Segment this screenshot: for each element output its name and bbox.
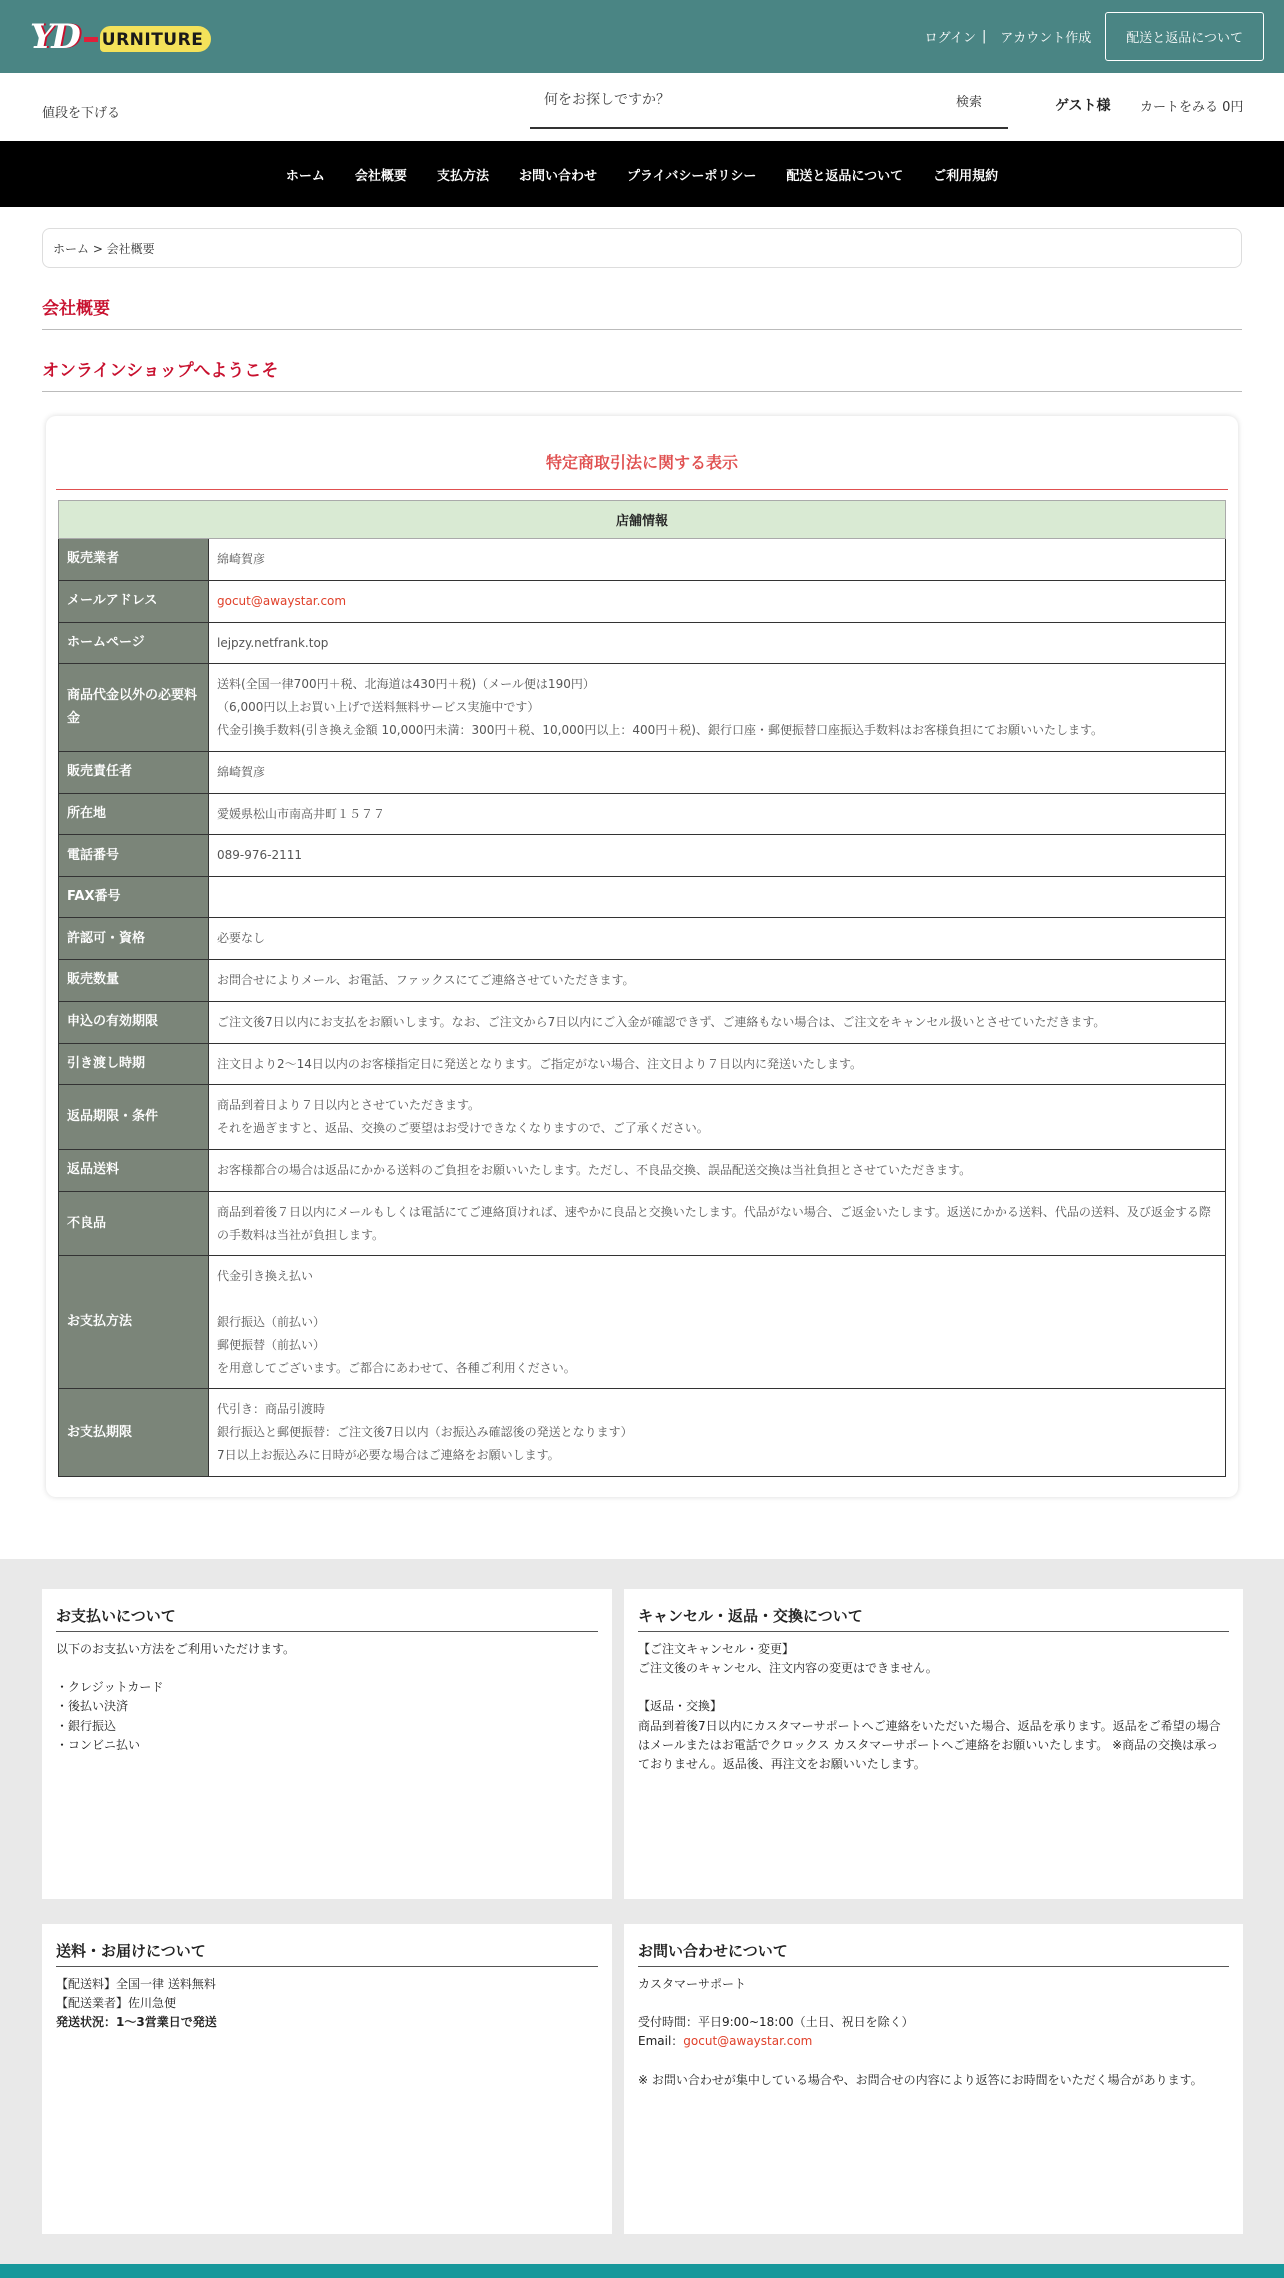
row-value-text: 089-976-2111 [217,848,303,863]
row-value [209,1256,1226,1389]
table-row [59,793,1226,835]
store-info-body [59,539,1226,1477]
row-label: 販売業者 [59,539,209,581]
header-links [925,12,1264,61]
row-value-text: 商品到着後７日以内にメールもしくは電話にてご連絡頂ければ、速やかに良品と交換いたします。代品がない場合、ご返金いたします。返送にかかる送料、代品の送料、及び返金する際の手数料は当社が負担します。 [217,1204,1211,1242]
contact-info-box [624,1924,1243,2234]
row-value-text: 送料(全国一律700円＋税、北海道は430円＋税)（メール便は190円） （6,000円以上お買い上げで送料無料サービス実施中です） 代金引換手数料(引き換え金額 10,000円未満：300円＋税、10,000円以上：400円＋税)、銀行口座・郵便振替口座振込手数料はお客様負担にてお願いいたします。 [217,677,1104,737]
row-label: 引き渡し時期 [59,1043,209,1085]
bottom-bar [0,2264,1284,2278]
table-row [59,580,1226,622]
row-label: お支払方法 [59,1256,209,1389]
logo-mark: YD [30,16,78,57]
row-value [209,918,1226,960]
payment-info-text: 以下のお支払い方法をご利用いただけます。 ・クレジットカード ・後払い決済 ・銀行振込 ・コンビニ払い [56,1641,296,1752]
row-value [209,1191,1226,1256]
row-label: 商品代金以外の必要料金 [59,664,209,751]
search-input[interactable] [530,92,956,108]
header-separator: | [981,29,987,44]
table-row [59,664,1226,751]
contact-email-link[interactable]: gocut@awaystar.com [683,2034,813,2049]
cancel-info-box [624,1589,1243,1899]
table-row [59,1043,1226,1085]
table-row [59,960,1226,1002]
row-label: 申込の有効期限 [59,1001,209,1043]
login-link[interactable]: ログイン [924,31,976,46]
welcome-heading: オンラインショップへようこそ [42,356,1242,392]
row-value-text: lejpzy.netfrank.top [217,635,329,650]
nav-company[interactable]: 会社概要 [354,168,407,184]
contact-email-label: Email： [638,2034,684,2049]
search-box [530,73,1008,129]
row-value-text: 綿崎賀彦 [217,552,266,566]
page-title: 会社概要 [42,294,1242,330]
legal-notice-card [46,416,1238,1497]
table-row [59,622,1226,664]
row-value [209,793,1226,835]
row-label: 返品期限・条件 [59,1085,209,1150]
row-label: 販売数量 [59,960,209,1002]
row-label: お支払期限 [59,1389,209,1476]
footer-info [0,1559,1284,2264]
guest-name: ゲスト様 [1055,98,1111,114]
row-label: 許認可・資格 [59,918,209,960]
table-row [59,1150,1226,1192]
contact-info-title: お問い合わせについて [638,1940,1229,1967]
contact-line: カスタマーサポート [638,1976,747,1991]
row-value-text: 愛媛県松山市南高井町１５７７ [217,806,386,821]
row-label: 電話番号 [59,835,209,877]
table-row [59,877,1226,918]
table-row [59,1191,1226,1256]
nav-contact[interactable]: お問い合わせ [518,168,597,184]
contact-hours: 受付時間：平日9:00~18:00（土日、祝日を除く） [638,2015,914,2030]
row-label: FAX番号 [59,877,209,918]
payment-info-title: お支払いについて [56,1605,598,1632]
nav-terms[interactable]: ご利用規約 [933,168,999,184]
register-link[interactable]: アカウント作成 [1000,31,1092,46]
row-value [209,751,1226,793]
table-row [59,1389,1226,1476]
cart-link[interactable]: カートをみる 0円 [1140,100,1244,115]
row-value-text: 必要なし [217,931,266,946]
row-value [209,1085,1226,1150]
payment-info-box [42,1589,612,1899]
nav-payment[interactable]: 支払方法 [436,168,489,184]
row-value [209,539,1226,581]
breadcrumb[interactable]: ホーム > 会社概要 [42,228,1242,268]
contact-spacer-2 [638,2052,1229,2071]
contact-spacer [638,1994,1229,2013]
main-nav [0,141,1284,207]
cancel-info-title: キャンセル・返品・交換について [638,1605,1229,1632]
row-label: メールアドレス [59,580,209,622]
row-value [209,580,1226,622]
top-header [0,0,1284,73]
contact-note: ※ お問い合わせが集中している場合や、お問合せの内容により返答にお時間をいただく場合があります。 [638,2072,1203,2087]
row-value-text: 注文日より2〜14日以内のお客様指定日に発送となります。ご指定がない場合、注文日より７日以内に発送いたします。 [217,1056,862,1071]
shipping-info-text: 【配送料】全国一律 送料無料 【配送業者】佐川急便 [56,1976,216,2010]
row-value [209,664,1226,751]
row-value-text: 綿崎賀彦 [217,764,266,779]
search-row [0,73,1284,141]
store-info-table [58,500,1226,1477]
contact-email-row [638,2032,1229,2051]
email-link[interactable]: gocut@awaystar.com [217,593,347,608]
row-label: 販売責任者 [59,751,209,793]
table-header: 店舗情報 [59,501,1226,539]
shipping-returns-button[interactable]: 配送と返品について [1105,12,1264,61]
table-row [59,1256,1226,1389]
cancel-info-text: 【ご注文キャンセル・変更】 ご注文後のキャンセル、注文内容の変更はできません。 【返品・交換】 商品到着後7日以内にカスタマーサポートへご連絡をいただいた場合、返品を承ります。返品をご希望の場合はメールまたはお電話でクロックス カスタマーサポートへご連絡をお願いいたします。 ※商品の交換は承っておりません。返品後、再注文をお願いいたします。 [638,1641,1221,1771]
row-value [209,1001,1226,1043]
table-row [59,918,1226,960]
row-value-text: 代金引き換え払い 銀行振込（前払い） 郵便振替（前払い） を用意してございます。ご都合にあわせて、各種ご利用ください。 [217,1269,576,1375]
row-value-text: ご注文後7日以内にお支払をお願いします。なお、ご注文から7日以内にご入金が確認できず、ご連絡もない場合は、ご注文をキャンセル扱いとさせていただきます。 [217,1014,1106,1029]
row-label: 所在地 [59,793,209,835]
search-button[interactable]: 検索 [956,91,982,110]
legal-notice-title: 特定商取引法に関する表示 [56,450,1228,490]
nav-shipping[interactable]: 配送と返品について [786,168,904,184]
price-down-link[interactable]: 値段を下げる [42,105,121,121]
row-value-text: 代引き：商品引渡時 銀行振込と郵便振替：ご注文後7日以内（お振込み確認後の発送となります） 7日以上お振込みに日時が必要な場合はご連絡をお願いします。 [217,1402,633,1463]
shipping-info-box [42,1924,612,2234]
logo-dash [84,37,98,42]
row-value [209,960,1226,1002]
main-content [0,228,1284,1497]
table-row [59,1001,1226,1043]
row-label: ホームページ [59,622,209,664]
row-value [209,1150,1226,1192]
row-value [209,622,1226,664]
row-value [209,877,1226,918]
shipping-status: 発送状況：1〜3営業日で発送 [56,2015,217,2030]
row-label: 返品送料 [59,1150,209,1192]
row-value-text: お客様都合の場合は返品にかかる送料のご負担をお願いいたします。ただし、不良品交換、誤品配送交換は当社負担とさせていただきます。 [217,1163,972,1178]
table-row [59,835,1226,877]
table-row [59,539,1226,581]
row-value [209,1389,1226,1476]
row-value [209,835,1226,877]
row-value-text: お問合せによりメール、お電話、ファックスにてご連絡させていただきます。 [217,973,635,988]
shipping-info-title: 送料・お届けについて [56,1940,598,1967]
table-row [59,751,1226,793]
row-value [209,1043,1226,1085]
row-value-text: 商品到着日より７日以内とさせていただきます。 それを過ぎますと、返品、交換のご要望はお受けできなくなりますので、ご了承ください。 [217,1098,709,1136]
nav-privacy[interactable]: プライバシーポリシー [626,168,757,184]
table-row [59,1085,1226,1150]
nav-home[interactable]: ホーム [285,168,325,184]
row-label: 不良品 [59,1191,209,1256]
logo-wordmark: URNITURE [100,26,212,52]
site-logo[interactable] [30,17,211,57]
